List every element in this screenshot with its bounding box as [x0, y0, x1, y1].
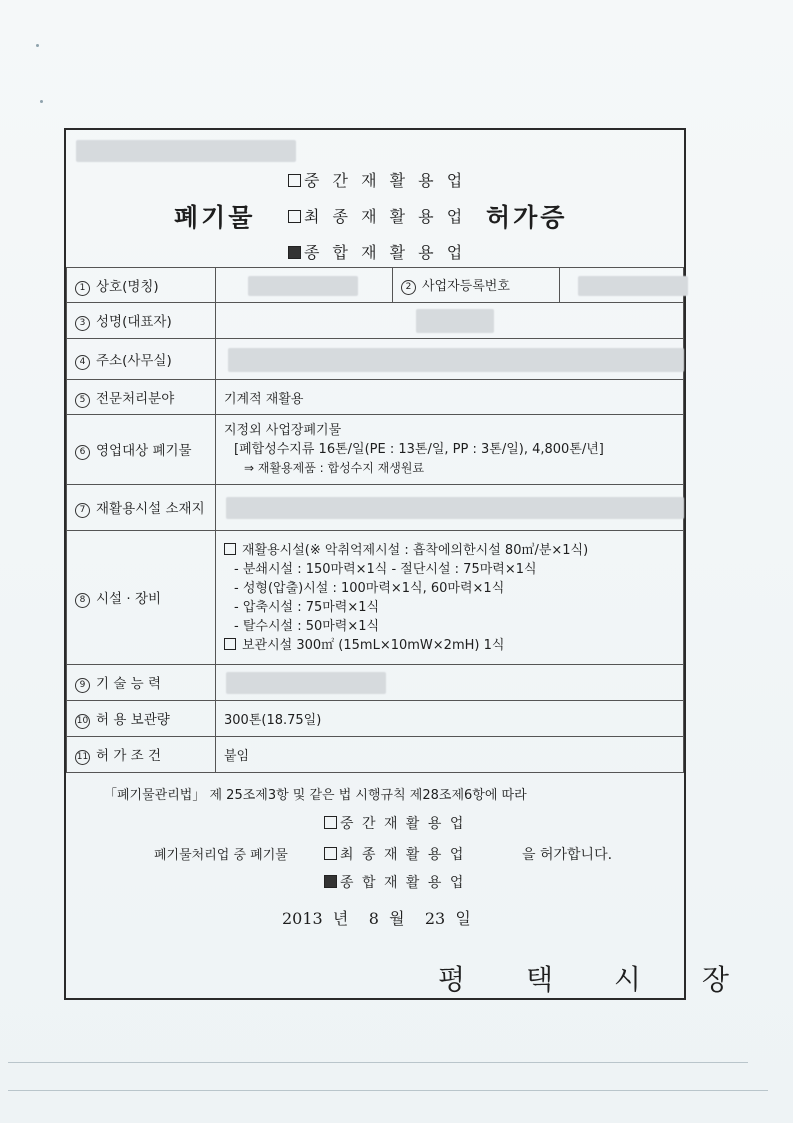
scan-line — [8, 1090, 768, 1091]
row-value: 지정외 사업장폐기물 [폐합성수지류 16톤/일(PE : 13톤/일, PP : 3톤/일), 4,800톤/년] ⇒ 재활용제품 : 합성수지 재생원료 — [216, 415, 684, 485]
checkbox-empty-icon — [224, 638, 236, 650]
table-row — [67, 531, 684, 665]
table-row — [67, 737, 684, 773]
footer-option-comprehensive: 종 합 재 활 용 업 — [324, 872, 793, 892]
header-option-comprehensive: 종 합 재 활 용 업 — [288, 240, 466, 263]
checkbox-filled-icon — [324, 875, 337, 888]
row-label-right: 2 사업자등록번호 — [393, 268, 560, 303]
row-label: 3 성명(대표자) — [67, 303, 216, 339]
row-value — [216, 665, 684, 701]
row-label: 10 허 용 보관량 — [67, 701, 216, 737]
table-row — [67, 665, 684, 701]
row-value: 기계적 재활용 — [216, 380, 684, 415]
checkbox-empty-icon — [324, 816, 337, 829]
checkbox-empty-icon — [324, 847, 337, 860]
row-label: 4 주소(사무실) — [67, 339, 216, 380]
footer-option-intermediate: 중 간 재 활 용 업 — [324, 813, 793, 833]
row-label: 5 전문처리분야 — [67, 380, 216, 415]
table-row — [67, 415, 684, 485]
table-row — [67, 339, 684, 380]
row-value — [216, 485, 684, 531]
row-value — [216, 303, 684, 339]
title-right: 허가증 — [486, 203, 568, 232]
table-row — [67, 303, 684, 339]
checkbox-empty-icon — [224, 543, 236, 555]
header-option-intermediate: 중 간 재 활 용 업 — [288, 168, 466, 191]
scan-speck — [40, 100, 43, 103]
table-row — [67, 268, 684, 303]
redacted-doc-number — [76, 140, 296, 162]
table-row — [67, 485, 684, 531]
row-label: 6 영업대상 폐기물 — [67, 415, 216, 485]
row-value: 300톤(18.75일) — [216, 701, 684, 737]
row-label: 1 상호(명칭) — [67, 268, 216, 303]
row-label: 8 시설 · 장비 — [67, 531, 216, 665]
issue-date: 2013 년 8 월 23 일 — [282, 909, 471, 928]
row-value — [216, 339, 684, 380]
row-label: 7 재활용시설 소재지 — [67, 485, 216, 531]
row-value: 재활용시설(※ 악취억제시설 : 흡착에의한시설 80㎥/분×1식) - 분쇄시설 : 150마력×1식 - 절단시설 : 75마력×1식 - 성형(압출)시설 : 100마력×1식, 60마력×1식 - 압축시설 : 75마력×1식 - 탈수시설 : 50마력×1식 보관시설 300㎡ (15mL×10mW×2mH) 1식 — [216, 531, 684, 665]
law-reference: 「폐기물관리법」 제 25조제3항 및 같은 법 시행규칙 제28조제6항에 따라 — [104, 788, 527, 803]
footer-suffix: 을 허가합니다. — [522, 847, 613, 863]
row-value — [216, 268, 393, 303]
checkbox-filled-icon — [288, 246, 301, 259]
footer-option-final: 최 종 재 활 용 업 — [324, 844, 793, 864]
row-value-right — [560, 268, 684, 303]
table-row — [67, 701, 684, 737]
certificate-frame — [64, 128, 755, 1000]
row-label: 9 기 술 능 력 — [67, 665, 216, 701]
row-label: 11 허 가 조 건 — [67, 737, 216, 773]
header-option-final: 최 종 재 활 용 업 — [288, 204, 466, 227]
issuer-name: 평 택 시 장 — [438, 963, 755, 996]
checkbox-empty-icon — [288, 174, 301, 187]
row-value: 붙임 — [216, 737, 684, 773]
footer-prefix: 폐기물처리업 중 폐기물 — [154, 848, 288, 863]
scan-line — [8, 1062, 748, 1063]
checkbox-empty-icon — [288, 210, 301, 223]
scan-speck — [36, 44, 39, 47]
title-left: 폐기물 — [174, 203, 256, 232]
table-row — [67, 380, 684, 415]
info-table — [66, 267, 684, 773]
